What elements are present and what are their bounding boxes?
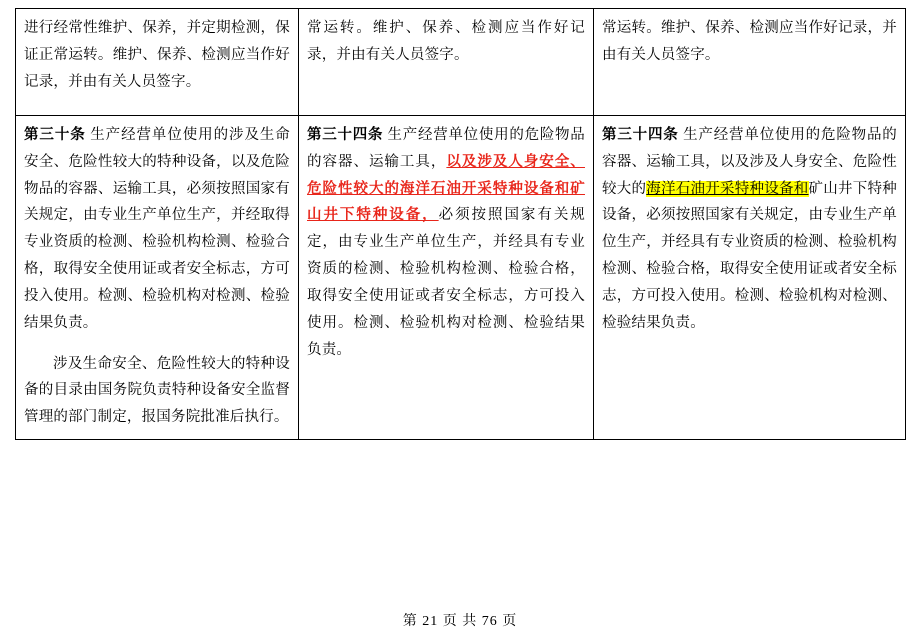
article-paragraph (602, 122, 897, 337)
article-body-segment-highlighted: 海洋石油开采特种设备和 (646, 180, 809, 197)
table-cell-article-30-original (16, 116, 299, 440)
paragraph-text: 进行经常性维护、保养，并定期检测，保证正常运转。维护、保养、检测应当作好记录，并由有关人员签字。 (24, 20, 290, 90)
table-cell-article-34-final (594, 116, 906, 440)
table-row (16, 9, 906, 116)
article-label: 第三十条 (24, 127, 86, 143)
paragraph-text: 常运转。维护、保养、检测应当作好记录，并由有关人员签字。 (602, 20, 897, 63)
article-body-segment-plain-2: 必须按照国家有关规定，由专业生产单位生产，并经具有专业资质的检测、检验机构检测、检验合格，取得安全使用证或者安全标志，方可投入使用。检测、检验机构对检测、检验结果负责。 (307, 207, 585, 358)
article-body-segment-plain: 生产经营单位使用的危险物品的容器、运输工具，以及涉及人身安全、危险性较大的 (602, 127, 897, 197)
paragraph-text: 常运转。维护、保养、检测应当作好记录，并由有关人员签字。 (307, 20, 585, 63)
table-cell-original-continued (16, 9, 299, 116)
document-page (0, 8, 920, 636)
article-label: 第三十四条 (307, 127, 384, 143)
table-cell-final-continued (594, 9, 906, 116)
article-paragraph (24, 122, 290, 337)
article-body-segment-plain: 生产经营单位使用的危险物品的容器、运输工具， (307, 127, 585, 170)
article-body-segment-plain-2: 矿山井下特种设备，必须按照国家有关规定，由专业生产单位生产，并经具有专业资质的检测、检验机构检测、检验合格，取得安全使用证或者安全标志，方可投入使用。检测、检验机构对检测、检验结果负责。 (602, 180, 898, 331)
table-cell-article-34-revision (299, 116, 594, 440)
page-footer: 第 21 页 共 76 页 (402, 614, 518, 629)
article-paragraph-second: 涉及生命安全、危险性较大的特种设备的目录由国务院负责特种设备安全监督管理的部门制定，报国务院批准后执行。 (24, 355, 290, 426)
article-paragraph (307, 122, 585, 363)
comparison-table (15, 8, 906, 440)
article-label: 第三十四条 (602, 127, 679, 143)
table-cell-revision-continued (299, 9, 594, 116)
article-body-segment-inserted: 以及涉及人身安全、危险性较大的海洋石油开采特种设备和矿山井下特种设备， (307, 153, 585, 224)
table-row (16, 116, 906, 440)
article-body: 生产经营单位使用的涉及生命安全、危险性较大的特种设备，以及危险物品的容器、运输工具，必须按照国家有关规定，由专业生产单位生产，并经取得专业资质的检测、检验机构检测、检验合格，取得安全使用证或者安全标志，方可投入使用。检测、检验机构对检测、检验结果负责。 (24, 127, 290, 331)
